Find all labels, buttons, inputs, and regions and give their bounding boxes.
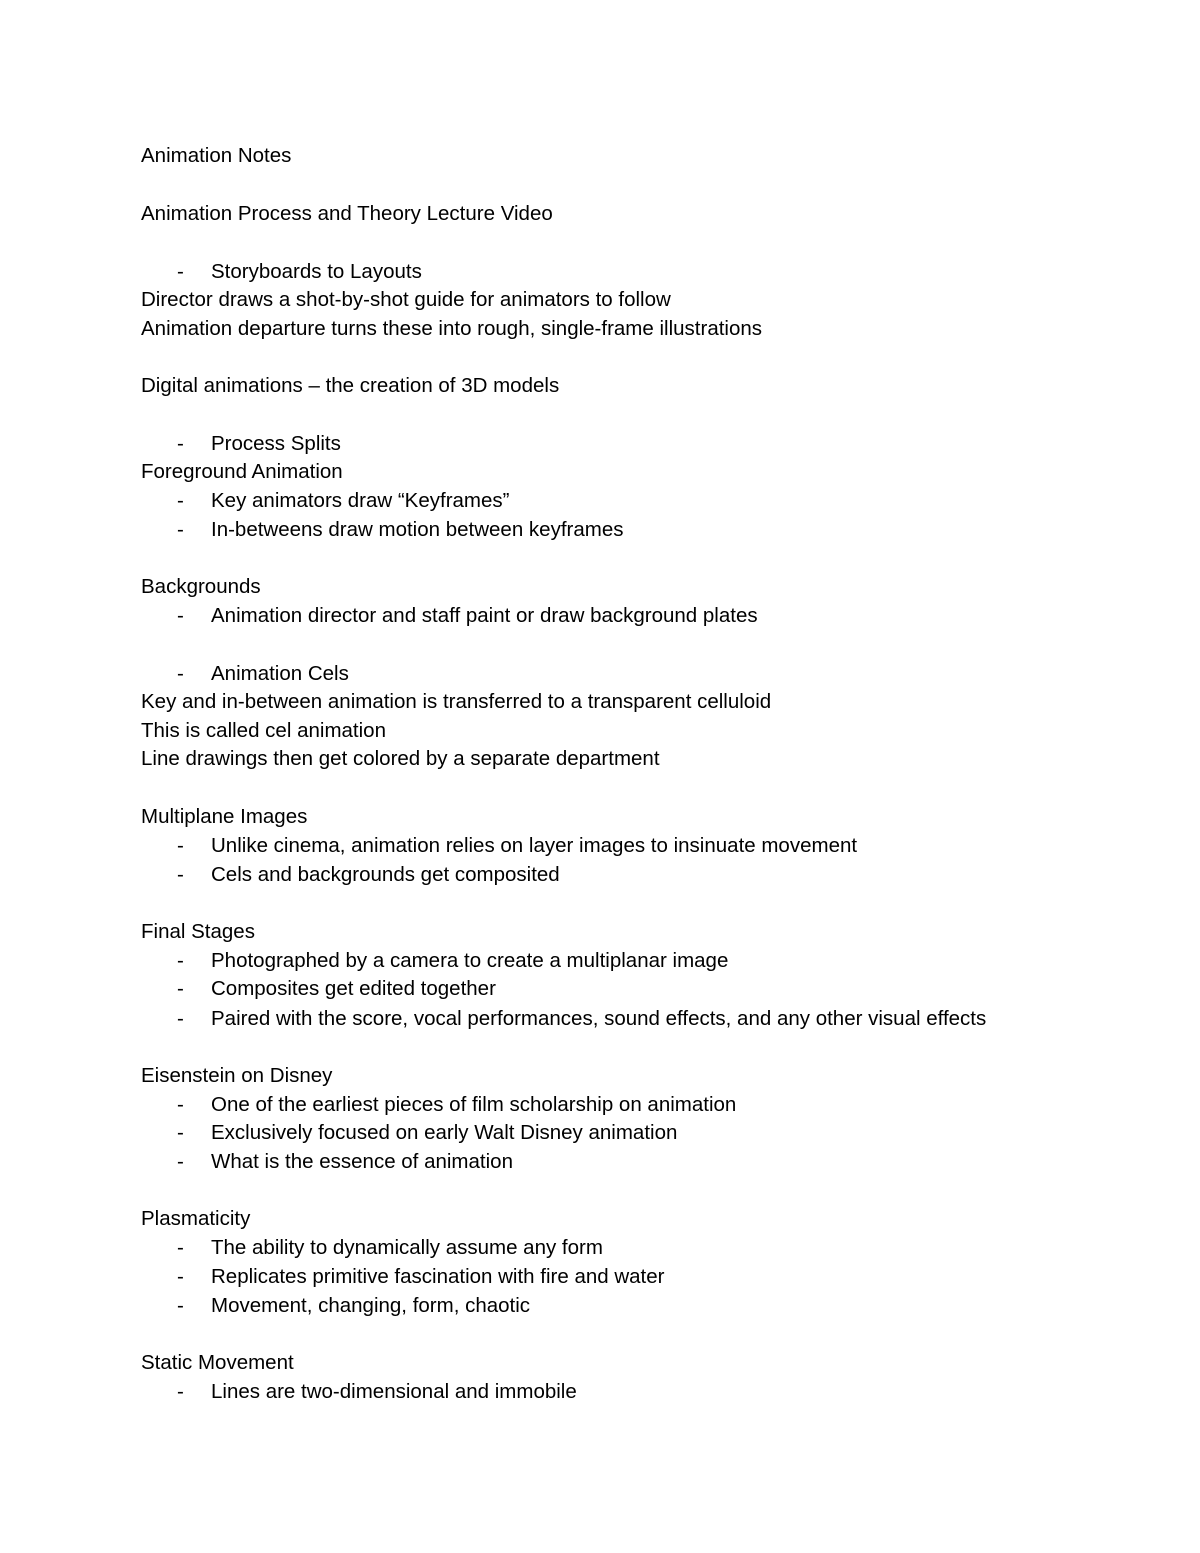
body-line: This is called cel animation [141,719,386,742]
section-heading: Backgrounds [141,575,261,598]
bullet-dash: - [177,489,184,512]
bullet-dash: - [177,432,184,455]
bullet-dash: - [177,662,184,685]
bullet-text: What is the essence of animation [211,1150,513,1173]
bullet-dash: - [177,863,184,886]
bullet-text: One of the earliest pieces of film scholarship on animation [211,1093,737,1116]
section-heading: Animation Process and Theory Lecture Video [141,202,553,225]
document-title: Animation Notes [141,144,292,167]
bullet-dash: - [177,1007,184,1030]
body-line: Line drawings then get colored by a separate department [141,747,660,770]
section-heading: Eisenstein on Disney [141,1064,333,1087]
body-line: Director draws a shot-by-shot guide for animators to follow [141,288,671,311]
bullet-text: Storyboards to Layouts [211,260,422,283]
bullet-text: Photographed by a camera to create a multiplanar image [211,949,729,972]
body-line: Key and in-between animation is transferred to a transparent celluloid [141,690,772,713]
bullet-text: Replicates primitive fascination with fire and water [211,1265,665,1288]
bullet-dash: - [177,834,184,857]
bullet-dash: - [177,1150,184,1173]
bullet-text: Movement, changing, form, chaotic [211,1294,531,1317]
bullet-dash: - [177,1236,184,1259]
bullet-text: Key animators draw “Keyframes” [211,489,510,512]
bullet-text: Animation director and staff paint or draw background plates [211,604,758,627]
bullet-text: The ability to dynamically assume any form [211,1236,603,1259]
bullet-dash: - [177,1265,184,1288]
bullet-text: Composites get edited together [211,977,496,1000]
section-heading: Multiplane Images [141,805,308,828]
bullet-dash: - [177,260,184,283]
bullet-dash: - [177,949,184,972]
bullet-text: Paired with the score, vocal performances, sound effects, and any other visual effects [211,1007,987,1030]
bullet-text: In-betweens draw motion between keyframes [211,518,624,541]
bullet-dash: - [177,1380,184,1403]
section-heading: Static Movement [141,1351,294,1374]
section-heading: Final Stages [141,920,255,943]
bullet-dash: - [177,604,184,627]
bullet-dash: - [177,977,184,1000]
section-heading: Plasmaticity [141,1207,251,1230]
bullet-text: Process Splits [211,432,341,455]
bullet-dash: - [177,1294,184,1317]
bullet-text: Cels and backgrounds get composited [211,863,560,886]
body-line: Animation departure turns these into rough, single-frame illustrations [141,317,763,340]
bullet-text: Animation Cels [211,662,349,685]
bullet-dash: - [177,1121,184,1144]
bullet-text: Lines are two-dimensional and immobile [211,1380,577,1403]
section-heading: Foreground Animation [141,460,343,483]
bullet-dash: - [177,1093,184,1116]
bullet-text: Exclusively focused on early Walt Disney animation [211,1121,678,1144]
bullet-dash: - [177,518,184,541]
body-line: Digital animations – the creation of 3D models [141,374,560,397]
bullet-text: Unlike cinema, animation relies on layer images to insinuate movement [211,834,858,857]
